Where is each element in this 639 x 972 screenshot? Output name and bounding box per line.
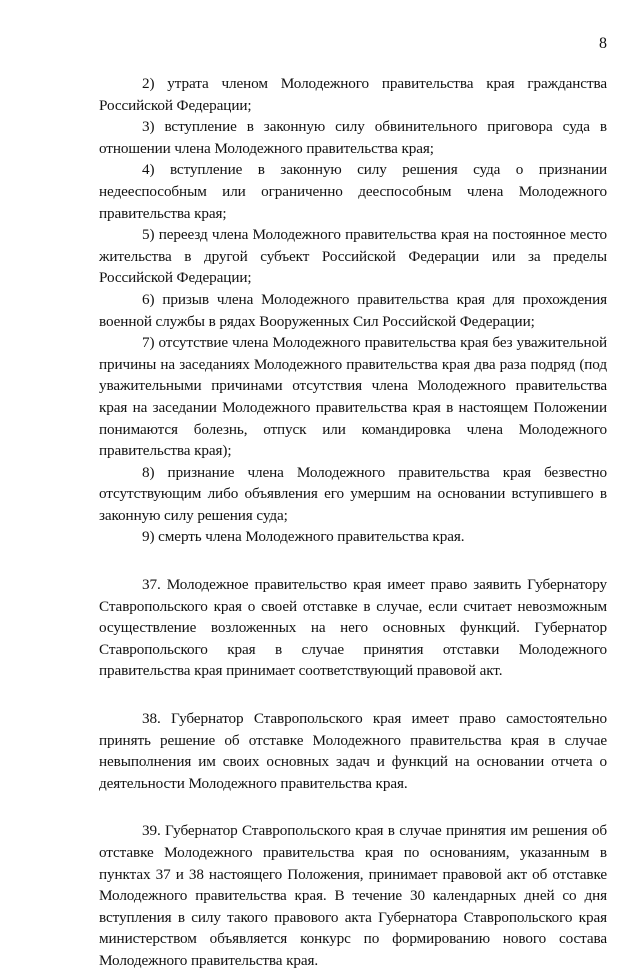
paragraph-39: 39. Губернатор Ставропольского края в случае принятия им решения об отставке Молодежного правительства края по основаниям, указанным в пунктах 37 и 38 настоящего Положения, принимает правовой акт об отставке Молодежного правительства края. В течение 30 календарных дней со дня вступления в силу такого правового акта Губернатора Ставропольского края министерством объявляется конкурс по формированию нового состава Молодежного правительства края. [99,822,607,969]
list-item-9: 9) смерть члена Молодежного правительства края. [142,528,465,546]
page-number: 8 [599,35,607,52]
section-gap [99,682,607,708]
list-item-7: 7) отсутствие члена Молодежного правительства края без уважительной причины на заседаниях Молодежного правительства края два раза подряд (под уважительными причинами отсутствия члена Молодежного правительства края на заседании Молодежного правительства края в настоящем Положении понимаются болезнь, отпуск или командировка члена Молодежного правительства края); [99,334,607,460]
list-item-4: 4) вступление в законную силу решения суда о признании недееспособным или ограниченно дееспособным члена Молодежного правительства края; [99,161,607,222]
section-gap [99,548,607,574]
paragraph-38: 38. Губернатор Ставропольского края имеет право самостоятельно принять решение об отставке Молодежного правительства края в случае невыполнения им своих основных задач и функций на основании отчета о деятельности Молодежного правительства края. [99,710,607,792]
paragraph-37: 37. Молодежное правительство края имеет право заявить Губернатору Ставропольского края о своей отставке в случае, если считает невозможным осуществление возложенных на него основных функций. Губернатор Ставропольского края в случае принятия отставки Молодежного правительства края принимает соответствующий правовой акт. [99,576,607,680]
list-item-6: 6) призыв члена Молодежного правительства края для прохождения военной службы в рядах Вооруженных Сил Российской Федерации; [99,290,607,330]
document-body [99,73,607,972]
list-item-2: 2) утрата членом Молодежного правительства края гражданства Российской Федерации; [99,75,607,114]
section-gap [99,794,607,820]
list-item-8: 8) признание члена Молодежного правительства края безвестно отсутствующим либо объявления его умершим на основании вступившего в законную силу решения суда; [99,463,607,524]
list-item-3: 3) вступление в законную силу обвинительного приговора суда в отношении члена Молодежного правительства края; [99,118,607,157]
list-item-5: 5) переезд члена Молодежного правительства края на постоянное место жительства в другой субъект Российской Федерации или за пределы Российской Федерации; [99,226,607,287]
